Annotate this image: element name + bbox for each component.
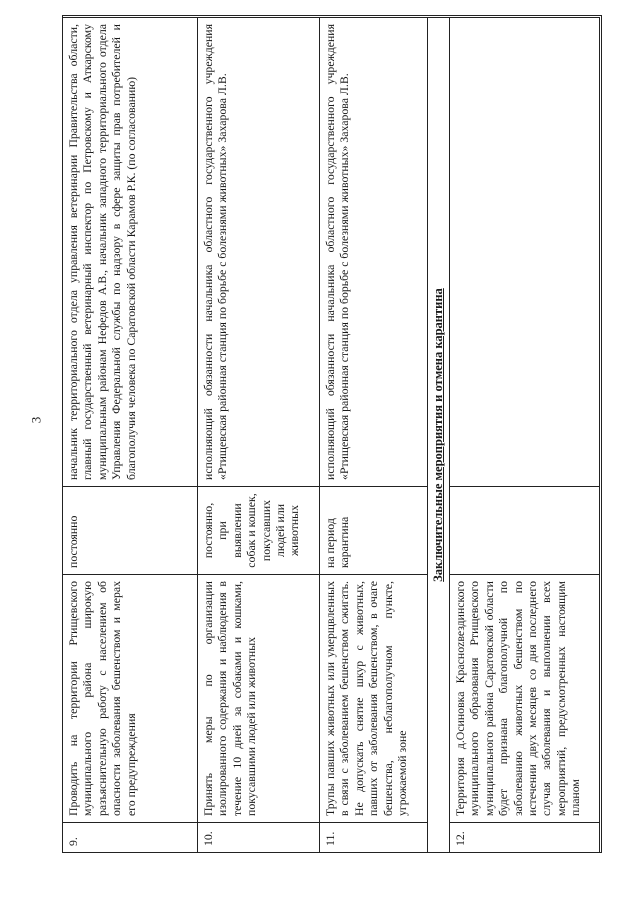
row-10-term: постоянно, при выявлении собак и кошек, покусавших людей или животных [198, 486, 320, 574]
page-number: 3 [28, 416, 44, 424]
rotated-page [62, 15, 602, 853]
row-12-measure: Территория д.Осиновка Красноzвездинского муниципального образования Ртищевского муниципального района Саратовской области будет признана благополучной по заболеванию животных бешенством по истечении двух месяцев со дня последнего случая заболевания и выполнении всех мероприятий, предусмотренных настоящим планом [450, 574, 600, 822]
row-11-number: 11. [320, 822, 428, 852]
row-10-measure: Принять меры по организации изолированного содержания и наблюдения в течение 10 дней за собаками и кошками, покусавшими людей или животных [198, 574, 320, 822]
row-10-number: 10. [198, 822, 320, 852]
section-title: Заключительные мероприятия и отмена карантина [428, 17, 450, 852]
row-9-number: 9. [63, 822, 198, 852]
row-11-responsible: исполняющий обязанности начальника областного государственного учреждения «Ртищевская районная станция по борьбе с болезнями животных» Захарова Л.В. [320, 17, 428, 486]
measures-table [62, 15, 602, 853]
row-12-responsible [450, 17, 600, 486]
row-9-measure: Проводить на территории Ртищевского муниципального района широкую разъяснительную работу с населением об опасности заболевания бешенством и мерах его предупреждения [63, 574, 198, 822]
row-12-term [450, 486, 600, 574]
row-9-term: постоянно [63, 486, 198, 574]
row-9-responsible: начальник территориального отдела управления ветеринарии Правительства области, главный государственный ветеринарный инспектор по Петровскому и Аткарскому муниципальным районам Нефедов А.В., начальник западного территориального отдела Управления Федеральной службы по надзору в сфере защиты прав потребителей и благополучия человека по Саратовской области Карамов Р.К. (по согласованию) [63, 17, 198, 486]
row-12-number: 12. [450, 822, 600, 852]
row-10-responsible: исполняющий обязанности начальника областного государственного учреждения «Ртищевская районная станция по борьбе с болезнями животных» Захарова Л.В. [198, 17, 320, 486]
row-11-term: на период карантина [320, 486, 428, 574]
row-11-measure: Трупы павших животных или умерщвленных в связи с заболеванием бешенством сжигать. Не допускать снятие шкур с животных, павших от заболевания бешенством, в очаге бешенства, неблагополучном пункте, угрожаемой зоне [320, 574, 428, 822]
